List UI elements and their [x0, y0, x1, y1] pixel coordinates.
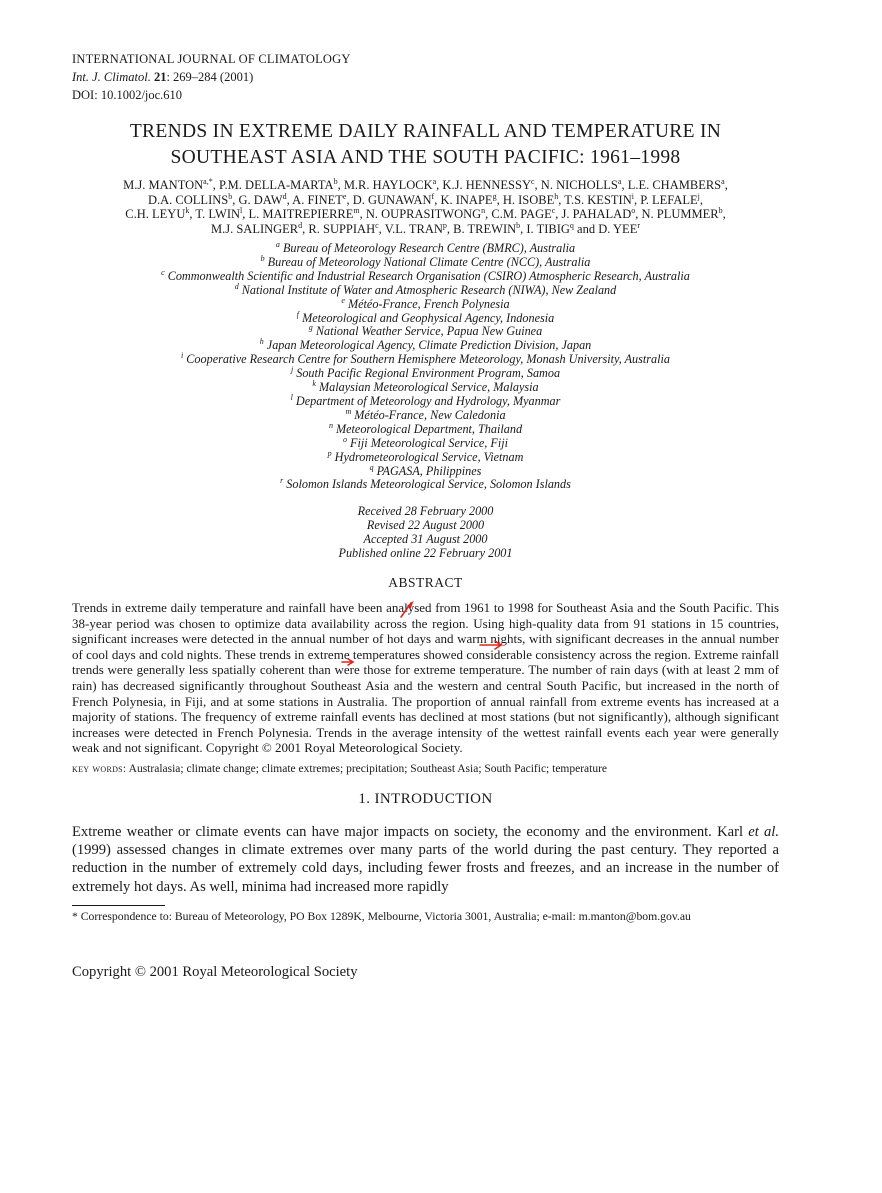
author-separator: ,: [337, 178, 344, 192]
affiliation-text: Météo-France, French Polynesia: [347, 296, 510, 311]
affiliation-text: National Institute of Water and Atmospheric Research (NIWA), New Zealand: [241, 282, 617, 297]
affiliation-text: Fiji Meteorological Service, Fiji: [350, 435, 508, 450]
author-affiliation-mark: f: [431, 191, 435, 201]
affiliation-text: Japan Meteorological Agency, Climate Prediction Division, Japan: [266, 338, 592, 353]
title-line-2: SOUTHEAST ASIA AND THE SOUTH PACIFIC: 1961–1998: [170, 147, 681, 168]
affiliation-mark: l: [290, 392, 293, 402]
author-name: C.M. PAGE: [491, 207, 552, 221]
author-separator: ,: [534, 178, 541, 192]
affiliation-text: South Pacific Regional Environment Program, Samoa: [296, 366, 561, 381]
author-name: A. FINET: [292, 192, 343, 207]
author-separator: ,: [555, 207, 562, 221]
affiliation-mark: c: [161, 267, 165, 277]
affiliation-mark: o: [343, 434, 347, 444]
author-line: [72, 222, 779, 237]
affiliation-item: [72, 281, 779, 298]
author-separator: ,: [378, 221, 385, 236]
affiliation-list: [72, 239, 779, 492]
author-line: [72, 178, 779, 193]
author-separator: ,: [346, 192, 353, 207]
paper-title: [72, 119, 779, 171]
affiliation-text: Hydrometeorological Service, Vietnam: [334, 449, 524, 464]
author-separator: ,: [558, 192, 565, 207]
author-separator: ,: [699, 192, 703, 207]
intro-cite-author: Karl: [717, 823, 749, 840]
author-affiliation-mark: n: [481, 205, 486, 215]
affiliation-text: Météo-France, New Caledonia: [354, 407, 506, 422]
affiliation-text: Solomon Islands Meteorological Service, Solomon Islands: [286, 477, 571, 492]
author-name: H. ISOBE: [502, 192, 555, 207]
affiliation-mark: q: [369, 462, 374, 472]
affiliation-item: [72, 434, 779, 451]
affiliation-mark: a: [275, 239, 280, 249]
author-separator: ,: [722, 207, 726, 221]
author-separator: ,: [724, 178, 728, 192]
affiliation-mark: h: [259, 337, 264, 347]
author-affiliation-mark: a,*: [203, 176, 213, 186]
affiliation-item: [72, 267, 779, 284]
affiliation-text: Department of Meteorology and Hydrology, Myanmar: [295, 393, 561, 408]
author-affiliation-mark: a: [721, 176, 725, 186]
correspondence-footnote: * Correspondence to: Bureau of Meteorology, PO Box 1289K, Melbourne, Victoria 3001, Australia; e-mail: m.manton@bom.gov.au: [72, 910, 691, 924]
affiliation-mark: j: [290, 365, 294, 375]
author-affiliation-mark: j: [697, 191, 700, 201]
author-separator: ,: [434, 192, 441, 207]
author-affiliation-mark: h: [554, 191, 559, 201]
author-affiliation-mark: q: [569, 220, 574, 230]
affiliation-text: Commonwealth Scientific and Industrial Research Organisation (CSIRO) Atmospheric Research, Australia: [167, 268, 690, 283]
author-list: [72, 178, 779, 236]
author-separator: ,: [189, 207, 196, 221]
author-name: D. YEE: [598, 221, 638, 236]
author-separator: ,: [520, 221, 527, 236]
author-separator: ,: [496, 192, 503, 207]
affiliation-item: [72, 406, 779, 423]
date-revised: Revised 22 August 2000: [366, 518, 485, 533]
intro-cite-etal: et al.: [748, 823, 779, 840]
affiliation-item: [72, 239, 779, 256]
author-affiliation-mark: d: [282, 191, 287, 201]
intro-first-sentence: Extreme weather or climate events can have major impacts on society, the economy and the environment.: [72, 823, 712, 840]
author-separator: ,: [232, 192, 239, 207]
affiliation-item: [72, 253, 779, 270]
manuscript-dates: [72, 505, 779, 561]
affiliation-text: PAGASA, Philippines: [376, 463, 482, 478]
affiliation-mark: i: [181, 351, 184, 361]
title-line-1: TRENDS IN EXTREME DAILY RAINFALL AND TEMPERATURE IN: [129, 121, 722, 142]
author-name: M.J. SALINGER: [210, 221, 299, 236]
author-name: C.H. LEYU: [125, 207, 186, 221]
journal-doi: DOI: 10.1002/joc.610: [72, 88, 183, 102]
author-separator: ,: [446, 221, 454, 236]
author-separator: ,: [286, 192, 293, 207]
intro-rest: (1999) assessed changes in climate extremes over many parts of the world during the past century. They reported a reduction in the number of extremely cold days, including fewer frosts and freezes, and an increase in the number of extremely hot days. As well, minima had increased more rapidly: [72, 842, 779, 895]
affiliation-text: Meteorological Department, Thailand: [335, 421, 523, 436]
journal-name: INTERNATIONAL JOURNAL OF CLIMATOLOGY: [72, 52, 351, 66]
author-name: B. TREWIN: [453, 221, 517, 236]
author-name: L.E. CHAMBERS: [627, 178, 722, 192]
affiliation-mark: r: [280, 476, 284, 486]
author-affiliation-mark: k: [185, 205, 190, 215]
keywords-text: Australasia; climate change; climate extremes; precipitation; Southeast Asia; South Pacific; temperature: [128, 762, 608, 775]
author-affiliation-mark: b: [228, 191, 233, 201]
author-name: T.S. KESTIN: [564, 192, 632, 207]
affiliation-text: National Weather Service, Papua New Guinea: [315, 324, 543, 339]
affiliation-mark: m: [345, 406, 352, 416]
author-affiliation-mark: b: [516, 220, 521, 230]
author-affiliation-mark: e: [342, 191, 347, 201]
journal-abbrev: Int. J. Climatol.: [72, 70, 151, 84]
author-name: D.A. COLLINS: [148, 192, 229, 207]
journal-pages: : 269–284 (2001): [166, 70, 254, 84]
author-name: K. INAPE: [440, 192, 493, 207]
journal-citation: [72, 68, 779, 86]
affiliation-item: [72, 295, 779, 312]
author-separator: ,: [485, 207, 492, 221]
author-separator: ,: [359, 207, 366, 221]
author-name: R. SUPPIAH: [308, 221, 376, 236]
author-separator: ,: [635, 207, 642, 221]
affiliation-mark: k: [312, 379, 316, 388]
author-name: J. PAHALAD: [561, 207, 632, 221]
date-received: Received 28 February 2000: [357, 504, 494, 519]
affiliation-text: Cooperative Research Centre for Southern Hemisphere Meteorology, Monash University, Australia: [186, 352, 670, 367]
author-name: N. OUPRASITWONG: [365, 207, 482, 221]
author-affiliation-mark: o: [631, 205, 636, 215]
author-affiliation-mark: g: [492, 191, 497, 201]
affiliation-text: Bureau of Meteorology Research Centre (BMRC), Australia: [282, 241, 576, 255]
abstract-heading: ABSTRACT: [388, 574, 463, 590]
author-affiliation-mark: p: [442, 220, 447, 230]
affiliation-mark: p: [327, 448, 332, 458]
author-name: M.R. HAYLOCK: [343, 178, 433, 192]
affiliation-mark: g: [308, 323, 313, 333]
affiliation-item: [72, 367, 779, 381]
page-copyright: Copyright © 2001 Royal Meteorological Society: [72, 964, 358, 981]
affiliation-mark: e: [341, 295, 345, 305]
affiliation-item: [72, 381, 779, 395]
affiliation-mark: b: [260, 253, 265, 263]
author-affiliation-mark: c: [551, 205, 556, 215]
author-separator: and: [573, 221, 599, 236]
author-affiliation-mark: i: [631, 191, 634, 201]
author-separator: ,: [436, 178, 443, 192]
author-name: K.J. HENNESSY: [442, 178, 531, 192]
author-name: P.M. DELLA-MARTA: [218, 178, 334, 192]
journal-header: [72, 50, 779, 104]
author-affiliation-mark: c: [530, 176, 535, 186]
author-name: D. GUNAWAN: [352, 192, 432, 207]
author-affiliation-mark: m: [353, 205, 360, 215]
affiliation-mark: n: [328, 420, 333, 430]
abstract-text: Trends in extreme daily temperature and rainfall have been analysed from 1961 to 1998 for Southeast Asia and the South Pacific. This 38-year period was chosen to optimize data availability across the region. Using high-quality data from 91 stations in 15 countries, significant increases were detected in the annual number of hot days and warm nights, with significant decreases in the annual number of cool days and cold nights. These trends in extreme temperatures showed considerable consistency across the region. Extreme rainfall trends were generally less spatially coherent than were those for extreme temperature. The number of rain days (with at least 2 mm of rain) has decreased significantly throughout Southeast Asia and the western and central South Pacific, but increased in the north of French Polynesia, in Fiji, and at some stations in Australia. The proportion of annual rainfall from extreme events has increased at a majority of stations. The frequency of extreme rainfall events has declined at most stations (but not significantly), although significant increases were detected in French Polynesia. Trends in the average intensity of the wettest rainfall events each year were generally weak and not significant. Copyright © 2001 Royal Meteorological Society.: [72, 599, 779, 756]
author-affiliation-mark: r: [637, 220, 641, 230]
author-line: [72, 193, 779, 208]
affiliation-mark: f: [296, 309, 300, 319]
author-separator: ,: [633, 192, 641, 207]
affiliation-item: [72, 420, 779, 437]
author-affiliation-mark: a: [432, 176, 437, 186]
author-name: T. LWIN: [195, 207, 241, 221]
author-line: [72, 207, 779, 222]
author-name: N. NICHOLLS: [540, 178, 618, 192]
author-affiliation-mark: b: [718, 205, 723, 215]
author-name: I. TIBIG: [526, 221, 570, 236]
author-separator: ,: [302, 221, 309, 236]
affiliation-text: Bureau of Meteorology National Climate Centre (NCC), Australia: [267, 254, 591, 269]
journal-volume: 21: [153, 70, 167, 84]
footnote-divider: [72, 905, 165, 906]
author-affiliation-mark: l: [240, 205, 243, 215]
affiliation-item: [72, 448, 779, 465]
introduction-paragraph: [72, 823, 779, 896]
affiliation-item: [72, 478, 779, 492]
affiliation-text: Meteorological and Geophysical Agency, Indonesia: [302, 310, 555, 325]
date-published: Published online 22 February 2001: [338, 546, 513, 561]
author-name: V.L. TRAN: [384, 221, 443, 236]
keywords: [72, 762, 779, 776]
affiliation-item: [72, 392, 779, 409]
author-name: L. MAITREPIERRE: [248, 207, 354, 221]
article-page: [72, 50, 779, 981]
author-affiliation-mark: a: [617, 176, 622, 186]
author-affiliation-mark: c: [375, 220, 379, 230]
author-separator: ,: [621, 178, 628, 192]
date-accepted: Accepted 31 August 2000: [363, 532, 488, 547]
author-separator: ,: [242, 207, 249, 221]
author-separator: ,: [212, 178, 219, 192]
author-name: M.J. MANTON: [123, 178, 204, 192]
affiliation-text: Malaysian Meteorological Service, Malaysia: [319, 380, 539, 395]
author-name: G. DAW: [238, 192, 283, 207]
author-name: N. PLUMMER: [641, 207, 719, 221]
section-heading-introduction: 1. INTRODUCTION: [358, 790, 493, 807]
author-affiliation-mark: d: [298, 220, 303, 230]
author-name: P. LEFALE: [640, 192, 698, 207]
author-affiliation-mark: b: [333, 176, 338, 186]
affiliation-mark: d: [234, 281, 239, 291]
keywords-label: key words:: [72, 762, 127, 775]
